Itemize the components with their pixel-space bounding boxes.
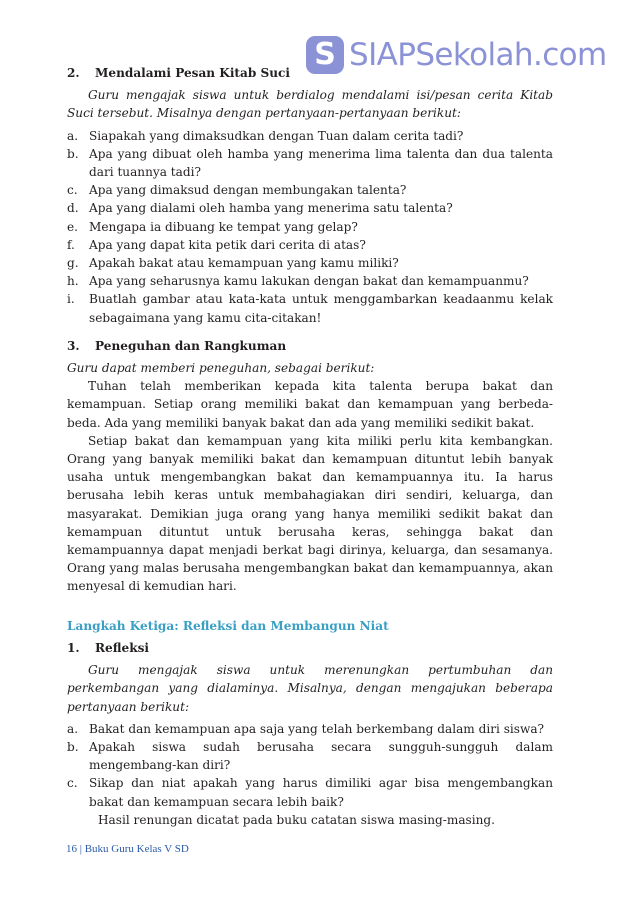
list-item xyxy=(67,127,553,145)
list-item xyxy=(67,738,553,774)
question-list xyxy=(67,127,553,327)
section-intro: Guru mengajak siswa untuk berdialog mendalami isi/pesan cerita Kitab Suci tersebut. Misalnya dengan pertanyaan-pertanyaan berikut: xyxy=(67,88,553,121)
list-marker: i. xyxy=(67,292,75,307)
subsection-heading-1 xyxy=(67,639,553,657)
list-marker: b. xyxy=(67,146,79,161)
list-item xyxy=(67,145,553,181)
section-intro: Guru dapat memberi peneguhan, sebagai berikut: xyxy=(67,361,375,376)
list-text: Bakat dan kemampuan apa saja yang telah berkembang dalam diri siswa? xyxy=(89,721,545,736)
section-intro: Guru mengajak siswa untuk merenungkan pertumbuhan dan perkembangan yang dialaminya. Misalnya, dengan mengajukan beberapa pertanyaan berikut: xyxy=(67,663,553,714)
list-item xyxy=(67,236,553,254)
list-text: Mengapa ia dibuang ke tempat yang gelap? xyxy=(89,219,358,234)
list-text: Apa yang seharusnya kamu lakukan dengan bakat dan kemampuanmu? xyxy=(89,274,529,289)
question-list xyxy=(67,720,553,811)
list-item xyxy=(67,290,553,326)
list-marker: a. xyxy=(67,128,79,143)
list-item xyxy=(67,720,553,738)
closing-paragraph: Hasil renungan dicatat pada buku catatan siswa masing-masing. xyxy=(98,812,495,827)
step-heading: Langkah Ketiga: Refleksi dan Membangun Niat xyxy=(67,618,389,633)
list-marker: g. xyxy=(67,256,79,271)
list-item xyxy=(67,272,553,290)
list-item xyxy=(67,774,553,810)
list-marker: e. xyxy=(67,219,79,234)
list-text: Apa yang dialami oleh hamba yang menerima satu talenta? xyxy=(89,201,453,216)
list-item xyxy=(67,181,553,199)
list-text: Buatlah gambar atau kata-kata untuk menggambarkan keadaanmu kelak sebagaimana yang kamu cita-citakan! xyxy=(89,292,553,325)
list-marker: c. xyxy=(67,183,78,198)
list-marker: d. xyxy=(67,201,79,216)
list-text: Apakah bakat atau kemampuan yang kamu miliki? xyxy=(89,256,399,271)
paragraph: Setiap bakat dan kemampuan yang kita miliki perlu kita kembangkan. Orang yang banyak memiliki bakat dan kemampuan dituntut lebih banyak usaha untuk mengembangkan bakat dan kemampuannya itu. Ia harus berusaha lebih keras untuk membahagiakan diri sendiri, keluarga, dan masyarakat. Demikian juga orang yang hanya memiliki sedikit bakat dan kemampuan dituntut untuk berusaha keras, sehingga bakat dan kemampuannya dapat menjadi berkat bagi dirinya, keluarga, dan sesamanya. Orang yang malas berusaha mengembangkan bakat dan kemampuannya, akan menyesal di kemudian hari. xyxy=(67,433,553,594)
list-item xyxy=(67,254,553,272)
heading-number: 1. xyxy=(67,640,80,655)
list-marker: c. xyxy=(67,776,78,791)
page-footer: 16 | Buku Guru Kelas V SD xyxy=(66,843,189,855)
page-content xyxy=(67,64,553,829)
heading-title: Peneguhan dan Rangkuman xyxy=(95,338,287,353)
list-text: Sikap dan niat apakah yang harus dimiliki agar bisa mengembangkan bakat dan kemampuan secara lebih baik? xyxy=(89,776,553,809)
watermark-badge: S xyxy=(306,36,344,74)
heading-title: Mendalami Pesan Kitab Suci xyxy=(95,66,290,80)
list-item xyxy=(67,218,553,236)
list-marker: a. xyxy=(67,721,79,736)
section-heading-3 xyxy=(67,337,553,355)
section-heading-2 xyxy=(67,64,553,82)
heading-number: 3. xyxy=(67,338,80,353)
heading-title: Refleksi xyxy=(95,640,150,655)
list-marker: h. xyxy=(67,274,79,289)
list-item xyxy=(67,199,553,217)
list-text: Apa yang dimaksud dengan membungakan talenta? xyxy=(89,183,407,198)
list-text: Apa yang dapat kita petik dari cerita di atas? xyxy=(89,237,366,252)
list-marker: f. xyxy=(67,237,75,252)
list-text: Apakah siswa sudah berusaha secara sungguh-sungguh dalam mengembang-kan diri? xyxy=(89,739,553,773)
watermark-text: SIAPSekolah.com xyxy=(349,37,607,73)
list-marker: b. xyxy=(67,739,79,754)
heading-number: 2. xyxy=(67,66,80,80)
list-text: Siapakah yang dimaksudkan dengan Tuan dalam cerita tadi? xyxy=(89,128,464,143)
paragraph: Tuhan telah memberikan kepada kita talenta berupa bakat dan kemampuan. Setiap orang memiliki bakat dan kemampuan yang berbeda-beda. Ada yang memiliki banyak bakat dan ada yang memiliki sedikit bakat. xyxy=(67,379,553,430)
list-text: Apa yang dibuat oleh hamba yang menerima lima talenta dan dua talenta dari tuannya tadi? xyxy=(89,146,553,180)
